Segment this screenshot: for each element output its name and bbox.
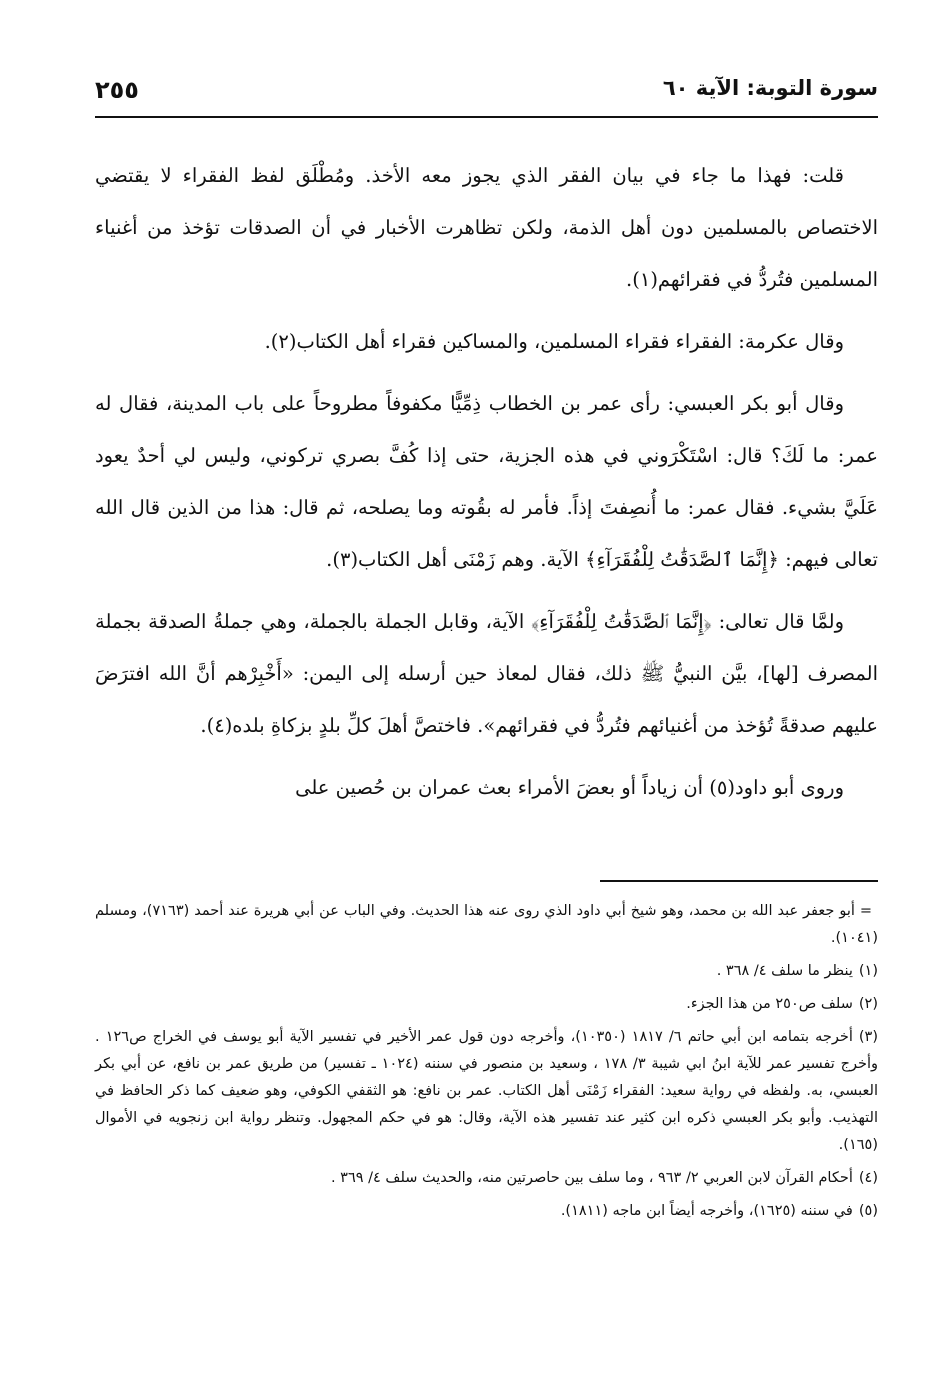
footnote-text: أحكام القرآن لابن العربي ٢/ ٩٦٣ ، وما سلف بين حاصرتين منه، والحديث سلف ٤/ ٣٦٩ .: [330, 1170, 853, 1186]
footnote: [95, 991, 878, 1018]
footnote-text: أخرجه بتمامه ابن أبي حاتم ٦/ ١٨١٧ (١٠٣٥٠)، وأخرجه دون قول عمر الأخير في تفسير الآية أبو يوسف في الخراج ص١٢٦ . وأخرج تفسير عمر للآية ابنُ ابي شيبة ٣/ ١٧٨ ، وسعيد بن منصور في سننه (١٠٢٤ ـ تفسير) من طريق عمر بن نافع، عن أبي بكر العبسي، به. ولفظه في رواية سعيد: الفقراء زَمْنَى أهل الكتاب. عمر بن نافع: هو الثقفي الكوفي، وهو ضعيف كما ذكر الحافظ في التهذيب. وأبو بكر العبسي ذكره ابن كثير عند تفسير هذه الآية، وقال: هو في حكم المجهول. وتنظر رواية ابن زنجويه في الأموال (١٦٥).: [95, 1029, 878, 1153]
paragraph: وقال عكرمة: الفقراء فقراء المسلمين، والمساكين فقراء أهل الكتاب(٢).: [264, 330, 844, 353]
paragraph: وروى أبو داود(٥) أن زياداً أو بعضَ الأمراء بعث عمران بن حُصين على: [295, 776, 844, 799]
footnote-number: (٢): [858, 996, 878, 1012]
footnote-number: (٤): [858, 1170, 878, 1186]
footnote-text: سلف ص٢٥٠ من هذا الجزء.: [686, 996, 853, 1012]
main-text: [95, 150, 878, 824]
page-header: [95, 72, 878, 118]
paragraph: قلت: فهذا ما جاء في بيان الفقر الذي يجوز معه الأخذ. ومُطْلَق لفظ الفقراء لا يقتضي الاختصاص بالمسلمين دون أهل الذمة، ولكن تظاهرت الأخبار في أن الصدقات تؤخذ من أغنياء المسلمين فتُردُّ في فقرائهم(١).: [95, 164, 878, 291]
footnote: [95, 1198, 878, 1225]
footnote-number: (٣): [858, 1029, 879, 1045]
footnote-divider: [600, 880, 878, 882]
footnote-number: [872, 903, 878, 919]
footnote-text: = أبو جعفر عبد الله بن محمد، وهو شيخ أبي داود الذي روى عنه هذا الحديث. وفي الباب عن أبي هريرة عند أحمد (٧١٦٣)، ومسلم (١٠٤١).: [95, 903, 878, 946]
footnote-number: (١): [858, 963, 878, 979]
footnote: [95, 958, 878, 985]
paragraph: وقال أبو بكر العبسي: رأى عمر بن الخطاب ذِمِّيًّا مكفوفاً مطروحاً على باب المدينة، فقال له عمر: ما لَكَ؟ قال: اسْتَكْرَوني في هذه الجزية، حتى إذا كُفَّ بصري تركوني، وليس لي أحدٌ يعود عَلَيَّ بشيء. فقال عمر: ما أُنصِفتَ إذاً. فأمر له بقُوته وما يصلحه، ثم قال: هذا من الذين قال الله تعالى فيهم: ﴿إِنَّمَا ٱلصَّدَقَٰتُ لِلْفُقَرَآءِ﴾ الآية. وهم زَمْنَى أهل الكتاب(٣).: [95, 392, 878, 571]
footnote-text: في سننه (١٦٢٥)، وأخرجه أيضاً ابن ماجه (١٨١١).: [560, 1203, 853, 1219]
footnote: [95, 898, 878, 952]
paragraph: ولمَّا قال تعالى: ﴿إِنَّمَا ٱلصَّدَقَٰتُ لِلْفُقَرَآءِ﴾ الآية، وقابل الجملة بالجملة، وهي جملةُ الصدقة بجملة المصرف [لها]، بيَّن النبيُّ ﷺ ذلك، فقال لمعاذ حين أرسله إلى اليمن: «أَخْبِرْهم أنَّ الله افترَضَ عليهم صدقةً تُؤخذ من أغنيائهم فتُردُّ في فقرائهم». فاختصَّ أهلَ كلِّ بلدٍ بزكاةِ بلده(٤).: [95, 610, 878, 737]
footnotes: [95, 898, 878, 1231]
footnote: [95, 1024, 878, 1159]
footnote: [95, 1165, 878, 1192]
footnote-number: (٥): [858, 1203, 878, 1219]
page-number: ٢٥٥: [95, 76, 139, 104]
footnote-text: ينظر ما سلف ٤/ ٣٦٨ .: [716, 963, 853, 979]
running-title: سورة التوبة: الآية ٦٠: [662, 76, 878, 100]
